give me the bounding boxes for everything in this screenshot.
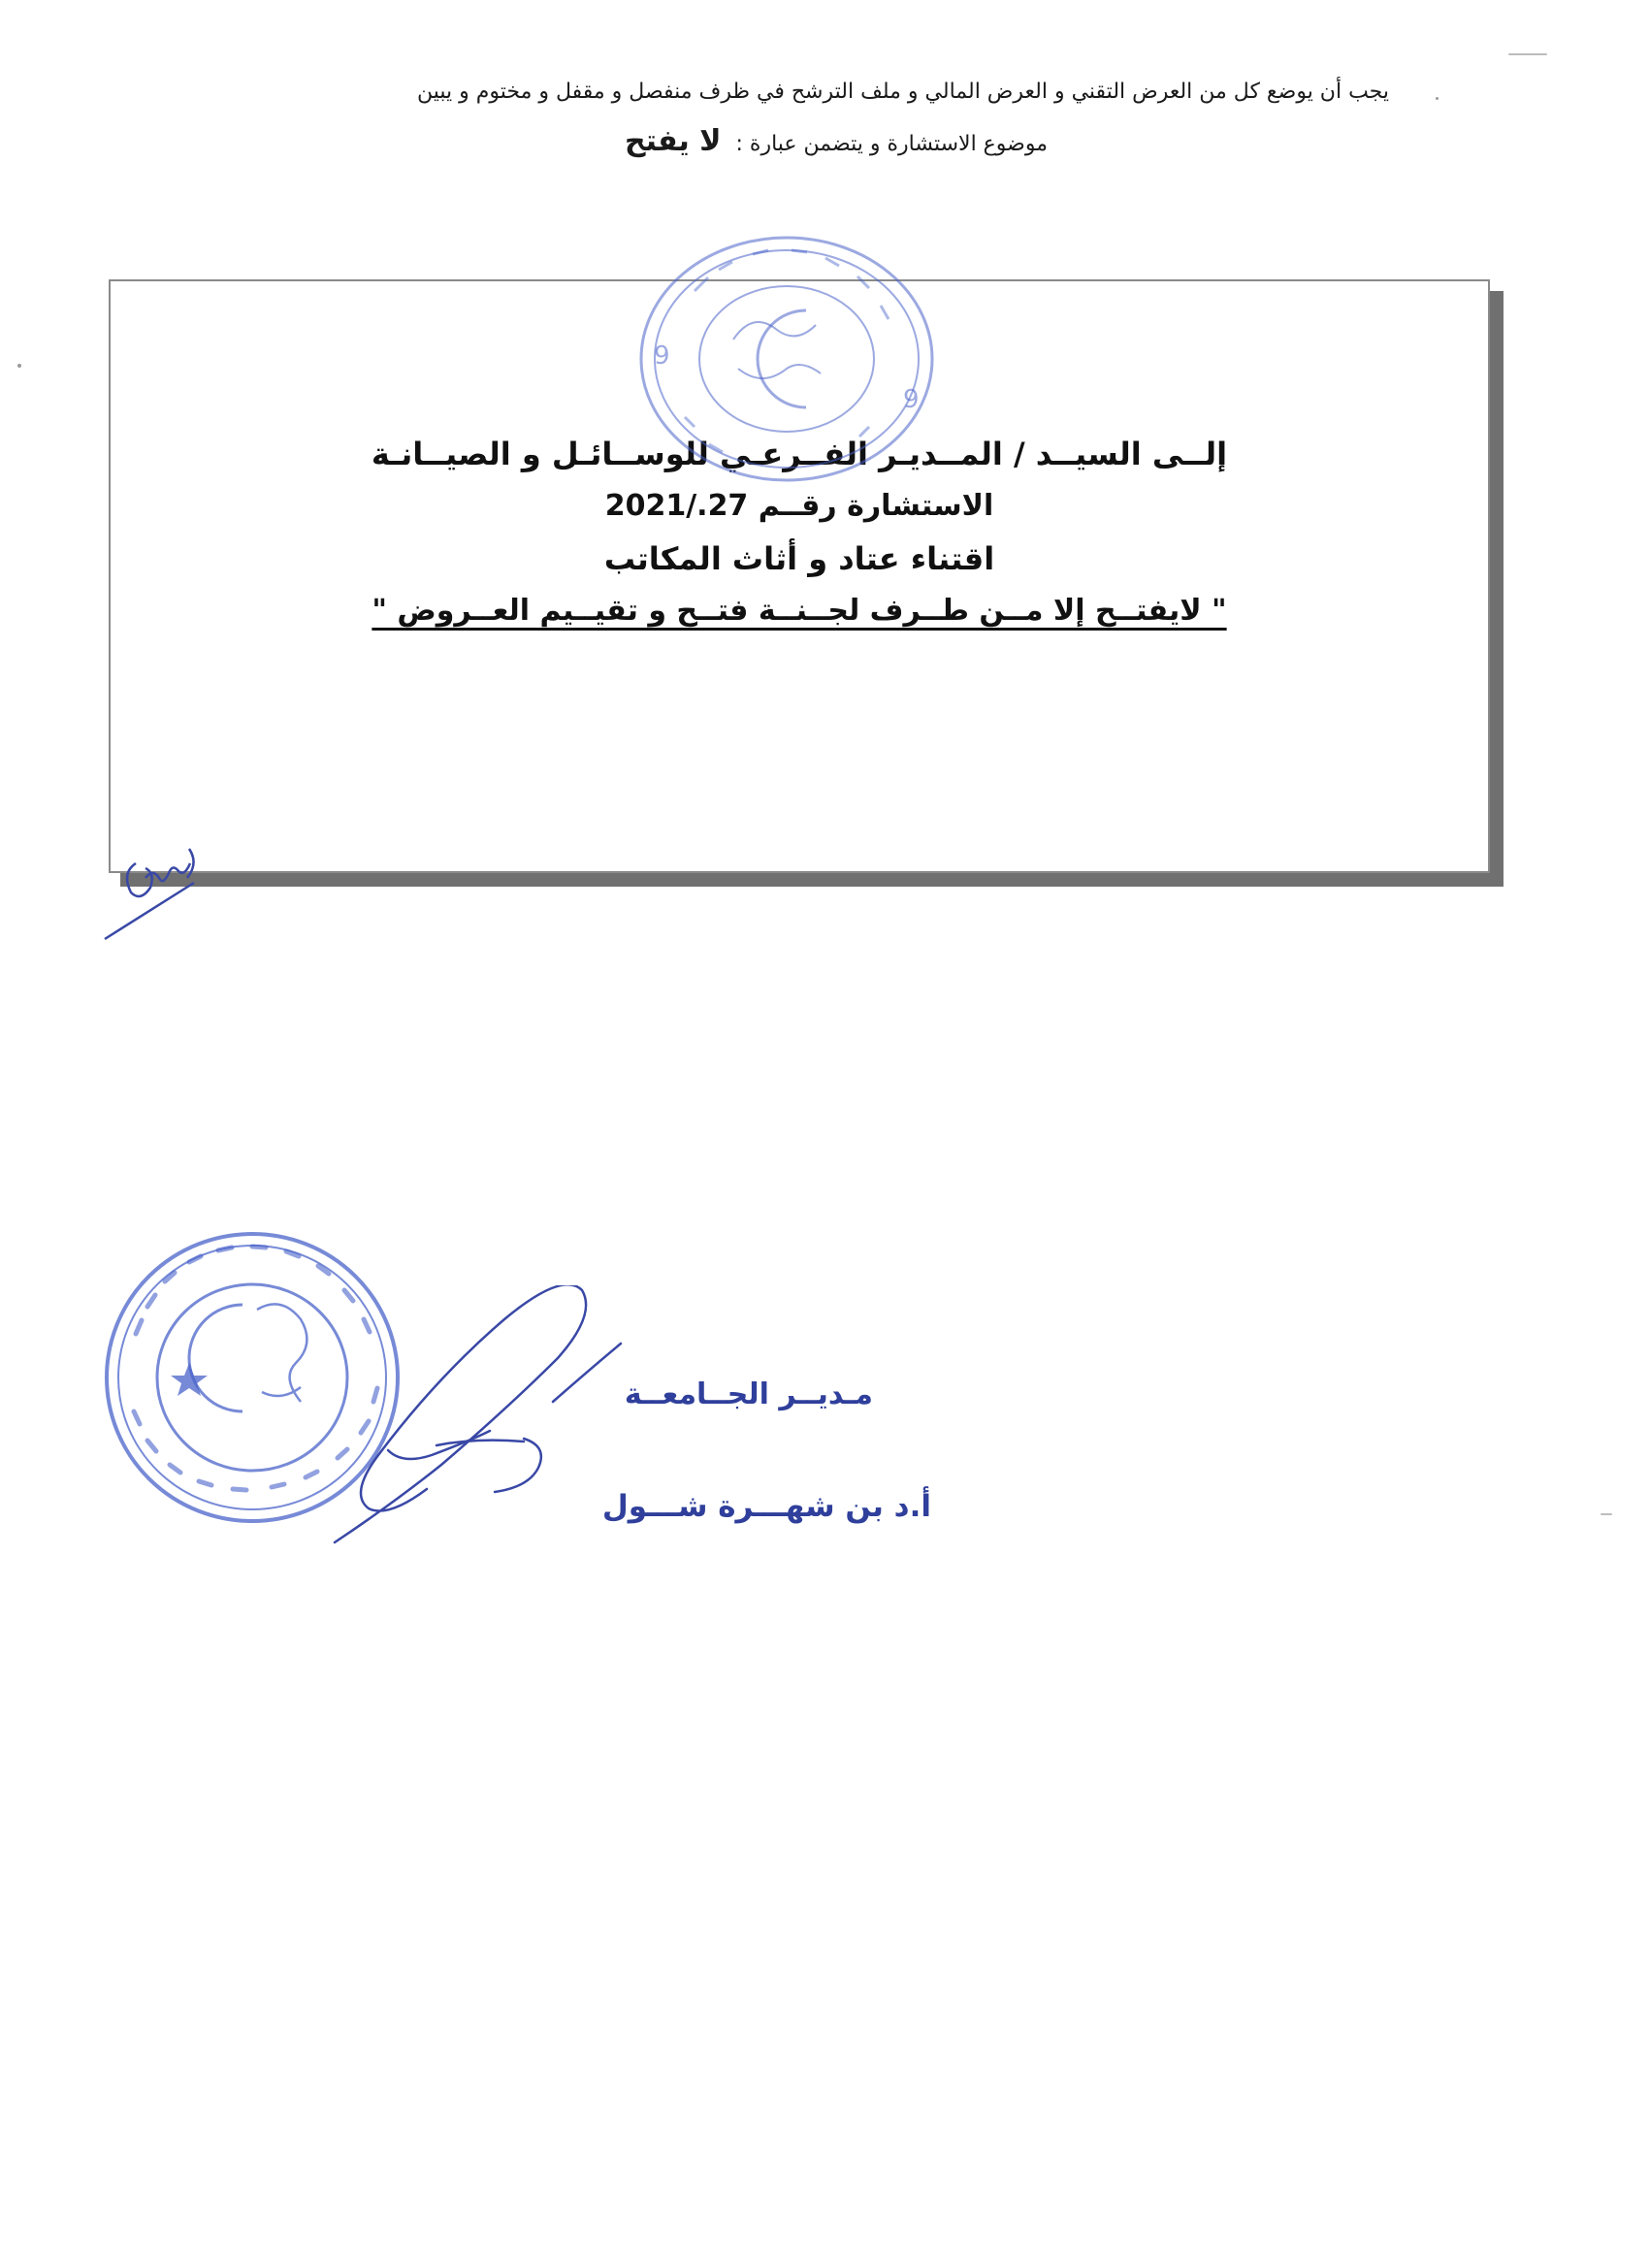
- svg-text:9: 9: [903, 385, 920, 414]
- initials-signature: [97, 825, 213, 941]
- scan-speck: [17, 364, 21, 368]
- do-not-open-warning-text: " لايفتــح إلا مــن طــرف لجــنــة فتــح و تقيــيم العــروض ": [372, 594, 1227, 628]
- consultation-number: الاستشارة رقــم 27./2021: [604, 489, 994, 523]
- scan-speck: [1600, 1513, 1612, 1515]
- instruction-keyword: لا يفتح: [625, 124, 722, 158]
- instruction-line-1: يجب أن يوضع كل من العرض التقني و العرض المالي و ملف الترشح في ظرف منفصل و مقفل و مختوم و يبين: [416, 80, 1389, 104]
- scan-speck: [1508, 53, 1547, 55]
- official-stamp-top: [627, 223, 947, 485]
- instruction-line-2-text: موضوع الاستشارة و يتضمن عبارة :: [735, 132, 1048, 156]
- instruction-line-2: [175, 124, 1048, 158]
- addressee-line: إلــى السيــد / المــديـر الفــرعـي للوســائـل و الصيــانـة: [371, 436, 1228, 472]
- do-not-open-warning: [111, 586, 1488, 636]
- consultation-subject: اقتناء عتاد و أثاث المكاتب: [603, 540, 995, 577]
- scan-speck: [1436, 97, 1439, 100]
- svg-text:9: 9: [654, 341, 670, 371]
- signatory-title: مـديــر الجــامعــة: [624, 1377, 873, 1411]
- signatory-name: أ.د بن شهـــرة شـــول: [601, 1489, 931, 1524]
